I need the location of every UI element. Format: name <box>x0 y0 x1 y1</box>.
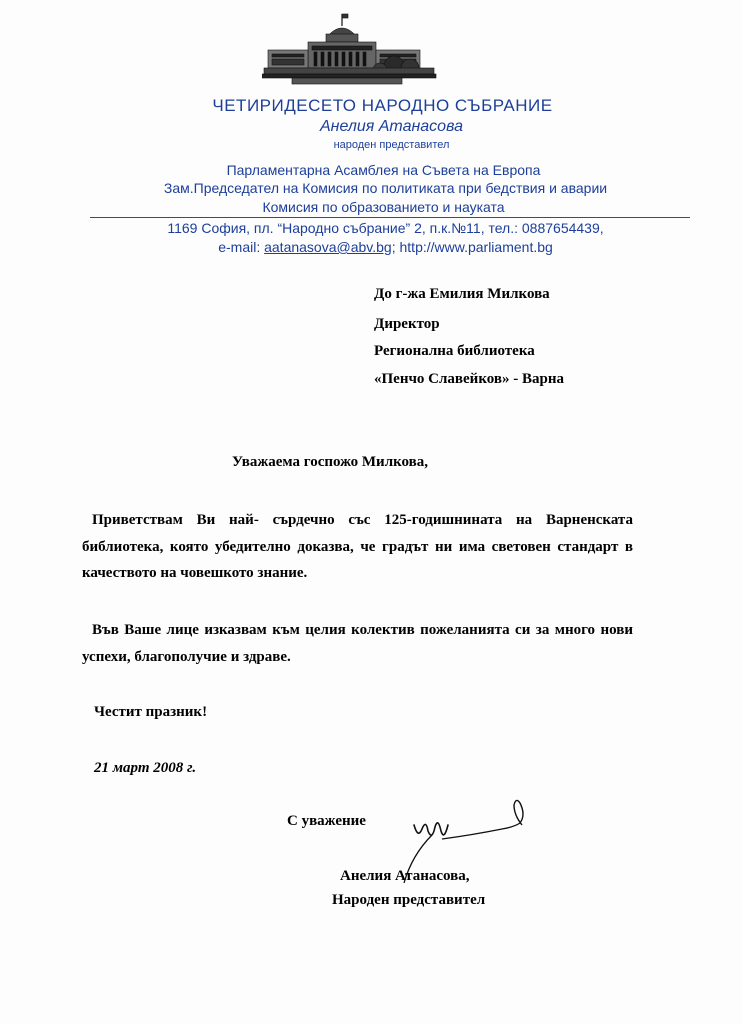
addressee-line-1: До г-жа Емилия Милкова <box>374 286 550 302</box>
letterhead-divider <box>90 217 690 218</box>
representative-role: народен представител <box>333 139 450 151</box>
paragraph-1-line-3: качеството на човешкото знание. <box>82 565 308 581</box>
paragraph-1-line-2: библиотека, която убедително доказва, че градът ни има световен стандарт в <box>82 539 633 555</box>
position-line-3: Комисия по образованието и науката <box>262 199 505 215</box>
assembly-title: ЧЕТИРИДЕСЕТО НАРОДНО СЪБРАНИЕ <box>212 96 553 115</box>
addressee-line-2: Директор <box>374 316 440 332</box>
greeting: Уважаема госпожо Милкова, <box>232 454 429 470</box>
signatory-role: Народен представител <box>332 892 486 908</box>
signatory-name: Анелия Атанасова, <box>340 868 470 884</box>
postal-address: 1169 София, пл. “Народно събрание” 2, п.к.№11, тел.: 0887654439, <box>167 220 604 236</box>
contact-line <box>14 239 743 255</box>
position-line-2: Зам.Председател на Комисия по политиката при бедствия и аварии <box>163 180 608 196</box>
paragraph-2-line-2: успехи, благополучие и здраве. <box>82 649 291 665</box>
letter-date: 21 март 2008 г. <box>94 760 197 776</box>
website-link[interactable]: ; http://www.parliament.bg <box>391 239 553 255</box>
paragraph-2-line-1: Във Ваше лице изказвам към целия колектив пожеланията си за много нови <box>92 622 633 638</box>
regards: С уважение <box>287 813 366 829</box>
closing-wish: Честит празник! <box>94 704 208 720</box>
email-link[interactable]: aatanasova@abv.bg <box>264 239 392 255</box>
position-line-1: Парламентарна Асамблея на Съвета на Европа <box>226 162 541 178</box>
addressee-line-4: «Пенчо Славейков» - Варна <box>374 371 564 387</box>
representative-name: Анелия Атанасова <box>320 118 463 135</box>
paragraph-1-line-1: Приветствам Ви най- сърдечно със 125-годишнината на Варненската <box>92 512 633 528</box>
addressee-line-3: Регионална библиотека <box>374 343 535 359</box>
parliament-building-icon <box>262 12 438 94</box>
email-label: e-mail: <box>218 239 265 255</box>
